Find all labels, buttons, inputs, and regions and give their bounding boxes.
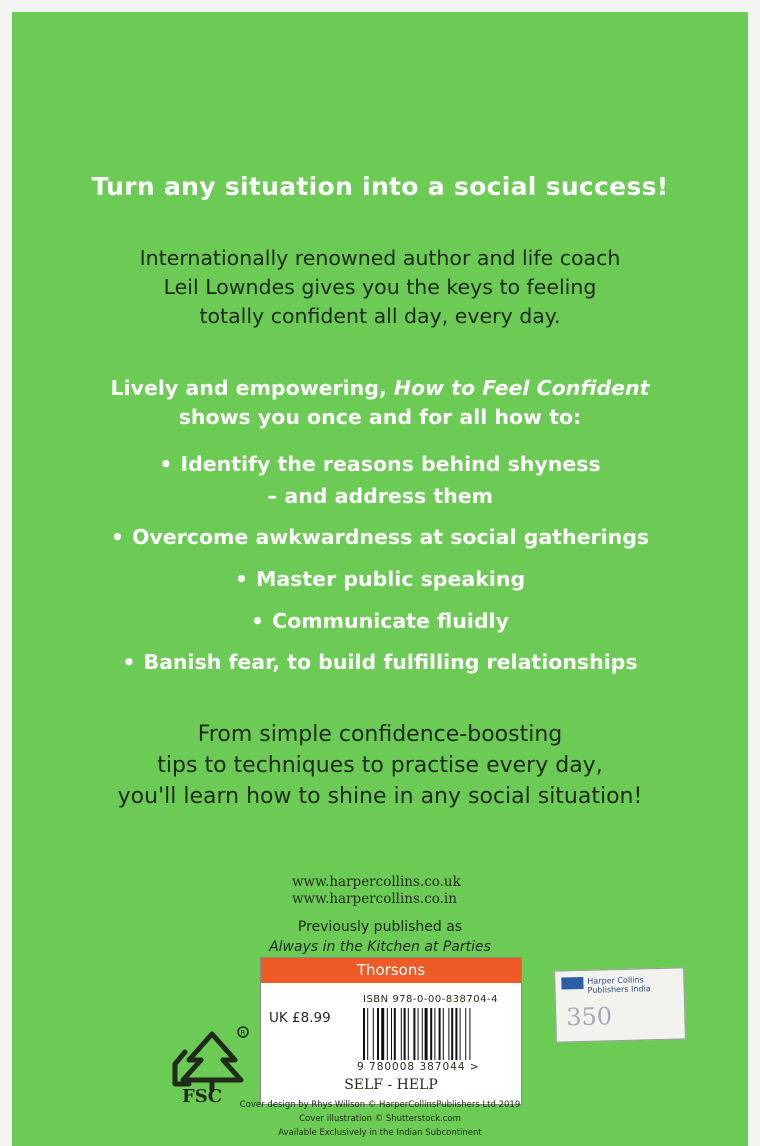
barcode-stripe — [425, 1008, 428, 1060]
lead-line-2: shows you once and for all how to: — [178, 405, 582, 429]
barcode-stripe — [394, 1008, 396, 1060]
intro-line: totally confident all day, every day. — [199, 304, 561, 328]
barcode-stripe — [451, 1008, 453, 1060]
barcode-stripe — [413, 1008, 415, 1060]
sticker-text: Harper Collins Publishers India — [587, 975, 651, 995]
barcode-stripe — [430, 1008, 432, 1060]
intro-line: Leil Lowndes gives you the keys to feeling — [163, 275, 597, 299]
barcode-stripe — [455, 1008, 457, 1060]
barcode-stripe — [373, 1008, 374, 1060]
price-label: UK £8.99 — [269, 1010, 331, 1026]
previously-label: Previously published as — [297, 919, 463, 935]
category-label: SELF - HELP — [344, 1077, 438, 1093]
bullet-dot-icon: • — [122, 650, 136, 674]
previous-title: Always in the Kitchen at Parties — [269, 939, 491, 955]
outro-line: From simple confidence-boosting — [197, 722, 563, 747]
barcode-stripe — [469, 1008, 470, 1060]
bullet-item — [12, 647, 748, 678]
barcode-digits: 9 780008 387044 > — [357, 1061, 480, 1073]
barcode-stripe — [377, 1008, 379, 1060]
barcode-panel — [260, 957, 522, 1105]
bullet-dot-icon: • — [110, 525, 124, 549]
barcode-stripe — [363, 1008, 365, 1060]
fsc-label: FSC — [182, 1086, 223, 1107]
barcode-stripe — [460, 1008, 461, 1060]
bullet-text: Identify the reasons behind shyness — [180, 452, 601, 476]
bullet-text: Master public speaking — [255, 567, 526, 591]
bullet-item — [12, 564, 748, 595]
outro-line: tips to techniques to practise every day, — [157, 753, 603, 778]
lead-paragraph — [12, 374, 748, 432]
barcode-stripe — [418, 1008, 419, 1060]
url-in[interactable]: www.harpercollins.co.in — [292, 891, 457, 907]
price-sticker — [554, 967, 686, 1042]
bullet-text: Overcome awkwardness at social gatherings — [132, 525, 650, 549]
bullet-dot-icon: • — [251, 609, 265, 633]
bullet-text: Banish fear, to build fulfilling relationships — [143, 650, 638, 674]
barcode-stripe — [401, 1008, 402, 1060]
lead-prefix: Lively and empowering, — [110, 376, 394, 400]
intro-line: Internationally renowned author and life coach — [139, 246, 621, 270]
barcode-stripe — [439, 1008, 441, 1060]
credit-line: Cover design by Rhys Willson © HarperCollinsPublishers Ltd 2019 — [239, 1100, 521, 1110]
previously-published — [12, 917, 748, 957]
sticker-price: 350 — [565, 1002, 613, 1032]
barcode-stripe — [387, 1008, 388, 1060]
barcode-stripe — [434, 1008, 435, 1060]
barcode-stripe — [391, 1008, 392, 1060]
barcode-stripe — [404, 1008, 406, 1060]
publisher-banner: Thorsons — [261, 958, 521, 983]
url-uk[interactable]: www.harpercollins.co.uk — [292, 874, 461, 890]
sticker-logo-icon — [561, 977, 583, 990]
credits — [12, 1098, 748, 1140]
lead-line-1 — [12, 374, 748, 403]
barcode-stripe — [381, 1008, 384, 1060]
publisher-urls — [292, 874, 461, 908]
back-cover — [12, 12, 748, 1146]
book-title: How to Feel Confident — [393, 376, 650, 400]
barcode-stripe — [408, 1008, 409, 1060]
isbn-label: ISBN 978-0-00-838704-4 — [363, 994, 498, 1005]
bullet-dot-icon: • — [159, 452, 173, 476]
credit-line: Cover illustration © Shutterstock.com — [299, 1114, 461, 1124]
barcode-stripe — [448, 1008, 449, 1060]
bullet-item — [12, 522, 748, 553]
intro-paragraph — [12, 244, 748, 331]
barcode-stripe — [422, 1008, 423, 1060]
headline: Turn any situation into a social success! — [91, 172, 669, 201]
barcode-image — [363, 1008, 503, 1060]
outro-line: you'll learn how to shine in any social situation! — [117, 784, 643, 809]
outro-paragraph — [12, 719, 748, 812]
bullet-continuation: – and address them — [266, 484, 494, 508]
bullet-text: Communicate fluidly — [272, 609, 509, 633]
svg-text:R: R — [240, 1029, 246, 1037]
barcode-stripe — [443, 1008, 444, 1060]
credit-line: Available Exclusively in the Indian Subcontinent — [278, 1128, 482, 1138]
bullet-dot-icon: • — [234, 567, 248, 591]
barcode-stripe — [465, 1008, 466, 1060]
barcode-stripe — [367, 1008, 368, 1060]
bullet-item — [12, 449, 748, 480]
bullet-item — [12, 606, 748, 637]
